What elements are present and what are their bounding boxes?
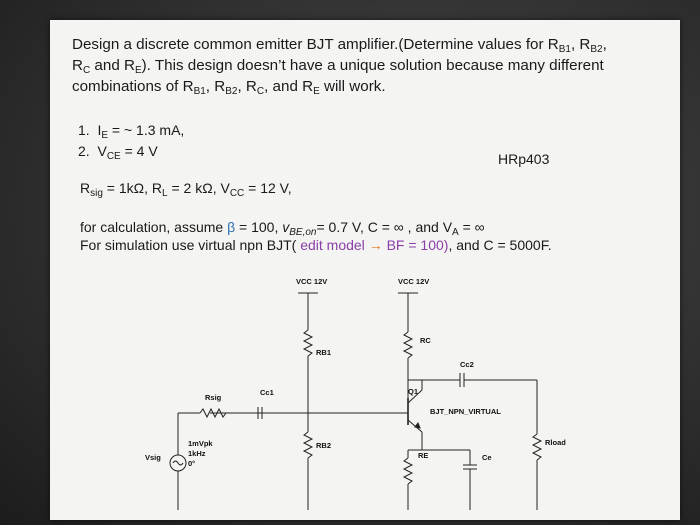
circuit-schematic xyxy=(50,270,680,520)
q1-label: Q1 xyxy=(408,387,419,396)
source-frequency: 1kHz xyxy=(188,449,206,458)
rb2-resistor xyxy=(304,432,312,458)
edit-model-text: edit model xyxy=(300,237,365,253)
re-label: RE xyxy=(418,451,429,460)
rc-resistor xyxy=(404,332,412,358)
cc2-label: Cc2 xyxy=(460,360,474,369)
rb2-label: RB2 xyxy=(316,441,332,450)
requirements-list xyxy=(78,120,184,162)
rsig-label: Rsig xyxy=(205,393,222,402)
q1-emitter xyxy=(408,420,422,432)
bjt-model-label: BJT_NPN_VIRTUAL xyxy=(430,407,501,416)
re-resistor xyxy=(404,458,412,484)
problem-statement xyxy=(72,34,607,97)
rload-label: Rload xyxy=(545,438,566,447)
source-phase: 0° xyxy=(188,459,196,468)
requirement-item: 2. $V_{CE} = 4$ V xyxy=(78,143,158,162)
vsig-label: Vsig xyxy=(145,453,161,462)
given-parameters: $R_{sig} = 1k\Omega$, $R_L = 2$ kΩ, $V_{CC} = 12$ V, xyxy=(80,180,292,199)
statement-line-3: combinations of $R_{B1}$, $R_{B2}$, $R_C$, and $R_E$ will work. xyxy=(72,78,386,97)
problem-sheet xyxy=(50,20,680,520)
simulation-line: For simulation use virtual npn BJT( edit model → BF = 100), and C = 5000F. xyxy=(80,237,552,253)
arrow-icon: → xyxy=(368,237,383,253)
rb1-resistor xyxy=(304,330,312,356)
calc-line: for calculation, assume β = 100, $v_{BE,on}= 0.7$ V, C = ∞ , and $V_A$ = ∞ xyxy=(80,219,485,238)
ce-label: Ce xyxy=(482,453,492,462)
vcc-label-1: VCC 12V xyxy=(296,277,328,286)
source-amplitude: 1mVpk xyxy=(188,439,213,448)
calculation-assumptions xyxy=(80,218,552,254)
cc1-label: Cc1 xyxy=(260,388,274,397)
bf-text: BF = 100) xyxy=(382,237,449,253)
sine-icon xyxy=(173,461,183,465)
statement-line-1: Design a discrete common emitter BJT amplifier.(Determine values for $R_{B1}$, $R_{B2}$, xyxy=(72,36,607,55)
rc-label: RC xyxy=(420,336,431,345)
requirement-item: 1. $I_E$ = ~ 1.3 mA, xyxy=(78,122,185,141)
vcc-label-2: VCC 12V xyxy=(398,277,430,286)
rload-resistor xyxy=(533,434,541,460)
beta-symbol: β xyxy=(227,219,236,235)
rb1-label: RB1 xyxy=(316,348,332,357)
q1-arrow xyxy=(415,423,420,428)
course-code: HRp403 xyxy=(498,151,550,167)
statement-line-2: $R_C$ and $R_E$). This design doesn’t have a unique solution because many different xyxy=(72,57,604,76)
